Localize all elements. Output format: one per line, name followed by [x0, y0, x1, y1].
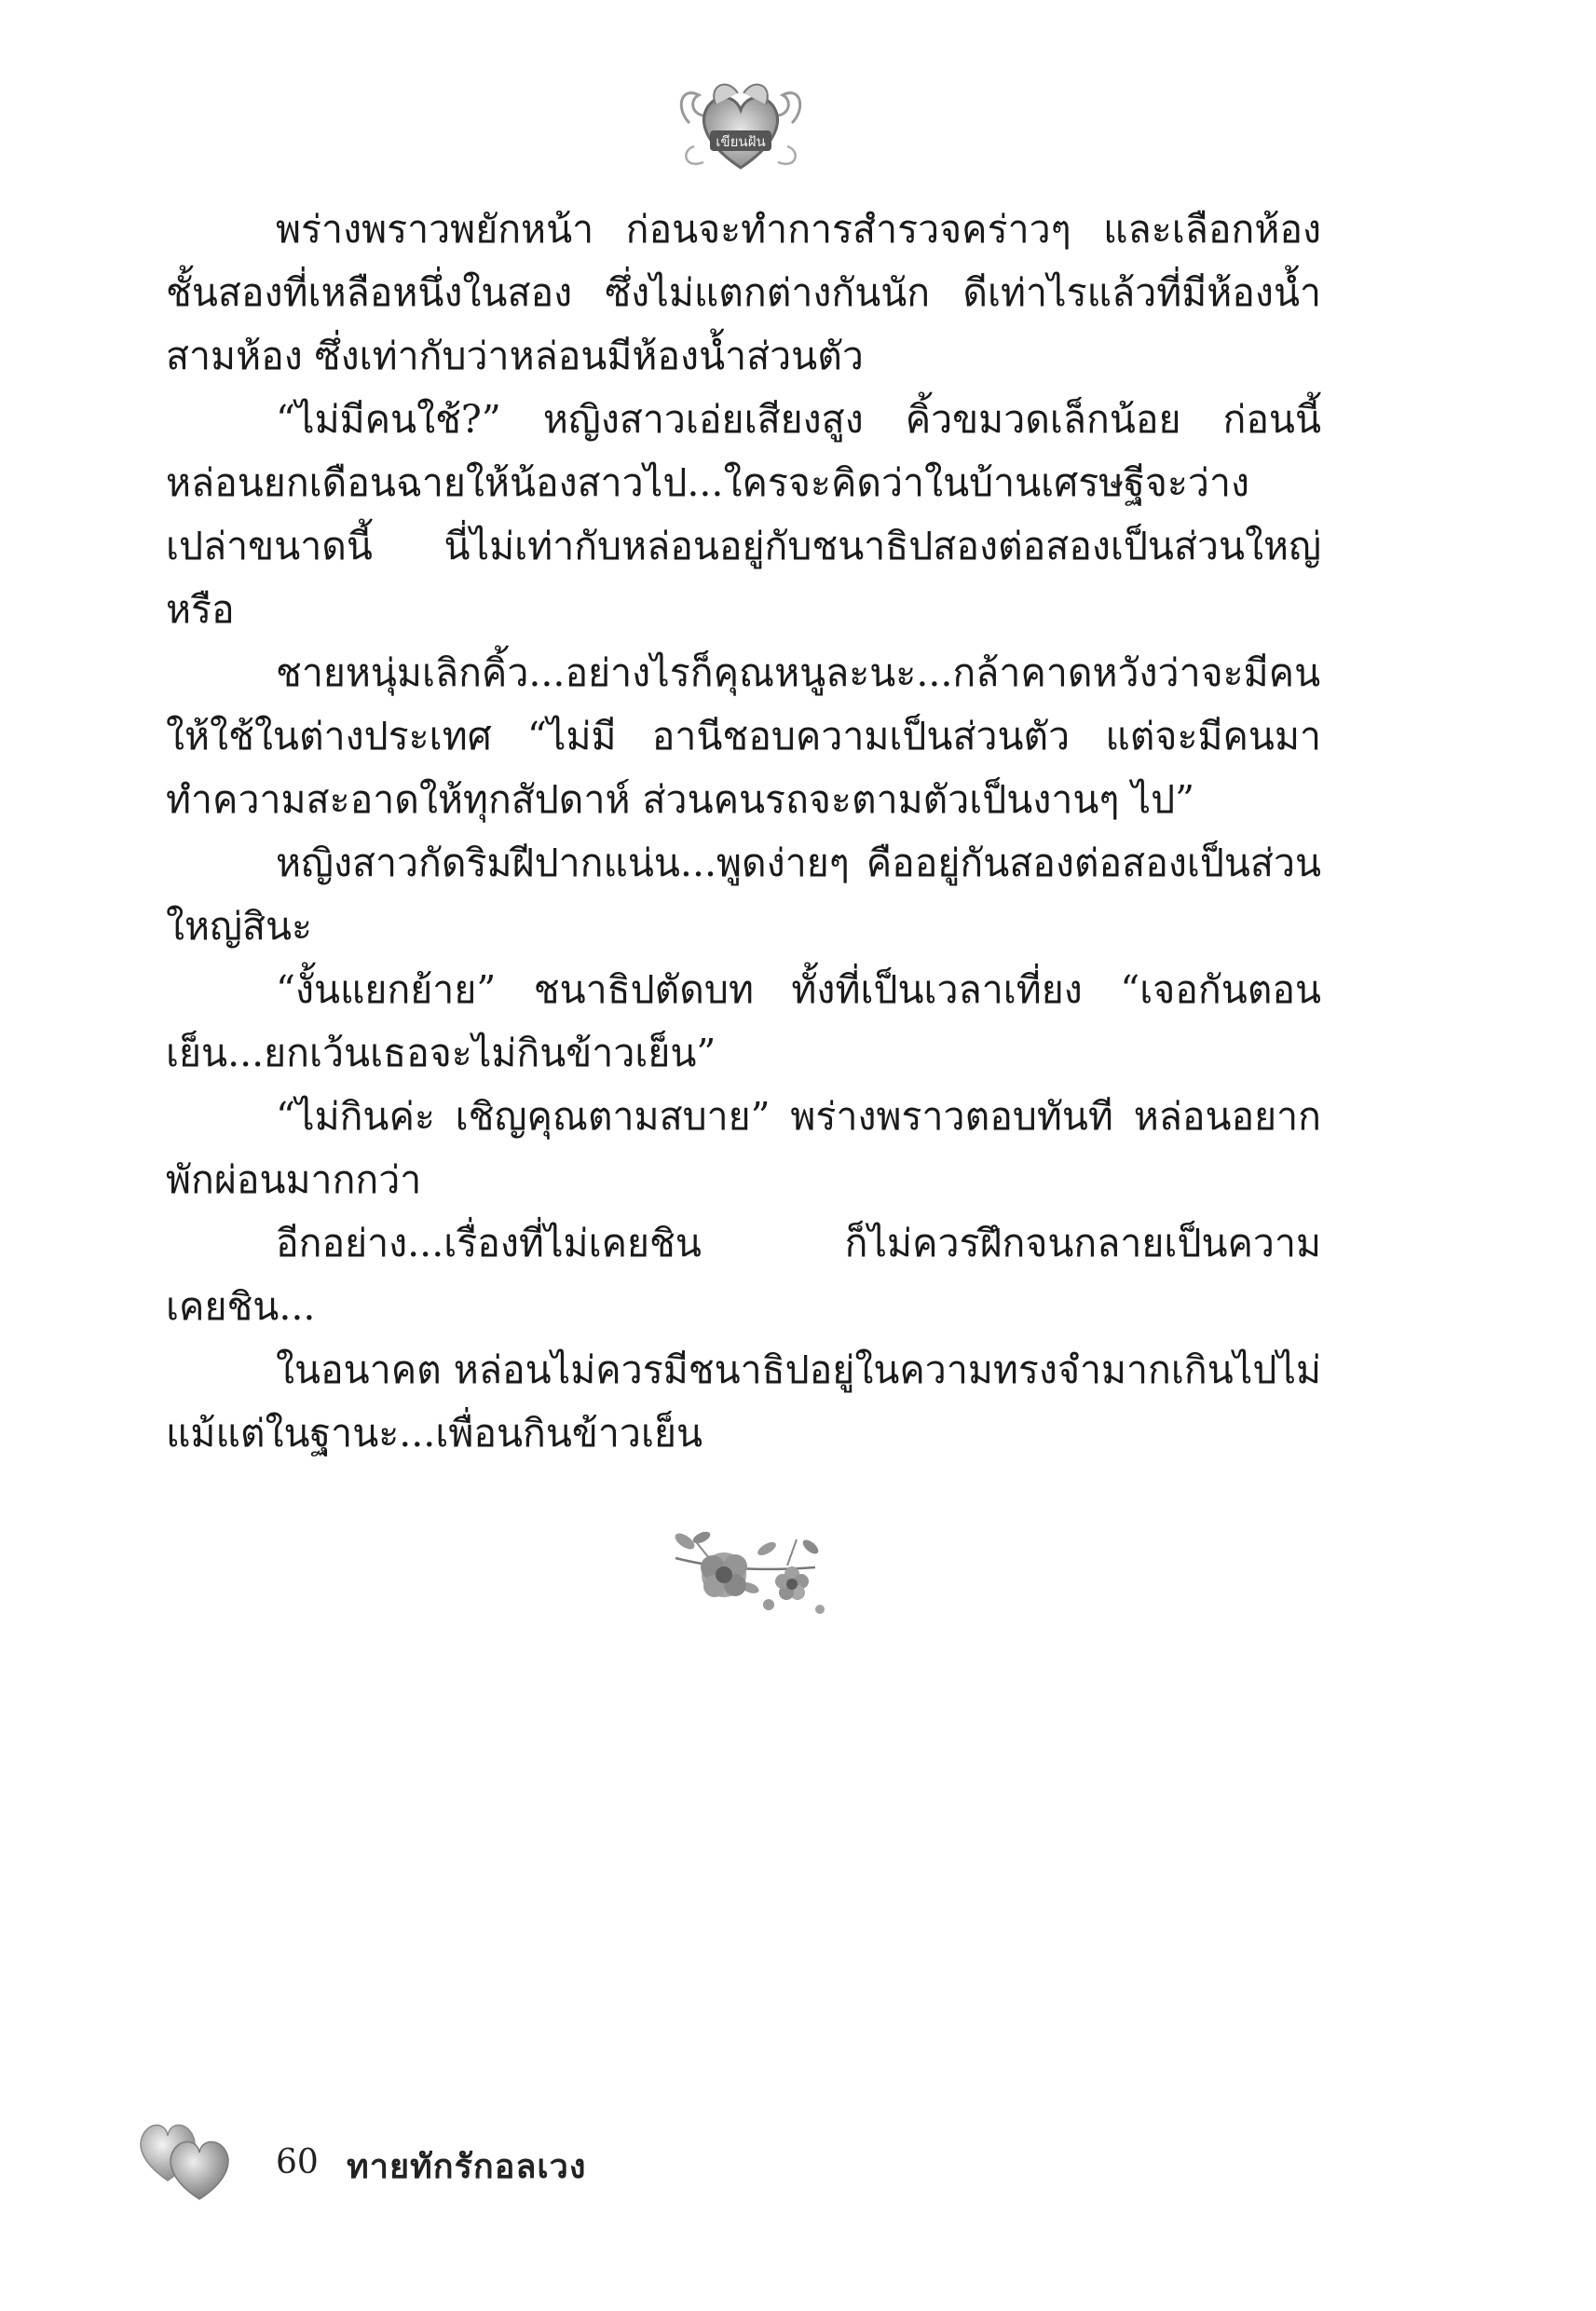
paragraph: ชายหนุ่มเลิกคิ้ว...อย่างไรก็คุณหนูละนะ...กล้าคาดหวังว่าจะมีคนให้ใช้ในต่างประเทศ “ไม่มี อานีชอบความเป็นส่วนตัว แต่จะมีคนมาทำความสะอาดให้ทุกสัปดาห์ ส่วนคนรถจะตามตัวเป็นงานๆ ไป”	[166, 650, 1321, 822]
paragraph: พร่างพราวพยักหน้า ก่อนจะทำการสำรวจคร่าวๆ และเลือกห้องชั้นสองที่เหลือหนึ่งในสอง ซึ่งไม่แตกต่างกันนัก ดีเท่าไรแล้วที่มีห้องน้ำสามห้อง ซึ่งเท่ากับว่าหล่อนมีห้องน้ำส่วนตัว	[166, 207, 1321, 378]
paragraph: “ไม่มีคนใช้?” หญิงสาวเอ่ยเสียงสูง คิ้วขมวดเล็กน้อย ก่อนนี้หล่อนยกเดือนฉายให้น้องสาวไป...ใครจะคิดว่าในบ้านเศรษฐีจะว่างเปล่าขนาดนี้ นี่ไม่เท่ากับหล่อนอยู่กับชนาธิปสองต่อสองเป็นส่วนใหญ่หรือ	[166, 397, 1321, 632]
paragraph: “งั้นแยกย้าย” ชนาธิปตัดบท ทั้งที่เป็นเวลาเที่ยง “เจอกันตอนเย็น...ยกเว้นเธอจะไม่กินข้าวเย็น”	[166, 967, 1321, 1075]
paragraph: “ไม่กินค่ะ เชิญคุณตามสบาย” พร่างพราวตอบทันที หล่อนอยากพักผ่อนมากกว่า	[166, 1094, 1321, 1202]
footer	[130, 2108, 876, 2210]
body-text	[166, 198, 1321, 1465]
emblem-text: เขียนฝัน	[716, 133, 766, 150]
page-number: 60	[276, 2143, 319, 2181]
floral-ornament-icon	[657, 1521, 834, 1623]
paragraph: หญิงสาวกัดริมฝีปากแน่น...พูดง่ายๆ คืออยู่กันสองต่อสองเป็นส่วนใหญ่สินะ	[166, 841, 1321, 949]
book-title: ทายทักรักอลเวง	[347, 2148, 587, 2186]
paragraph: ในอนาคต หล่อนไม่ควรมีชนาธิปอยู่ในความทรงจำมากเกินไปไม่แม้แต่ในฐานะ...เพื่อนกินข้าวเย็น	[166, 1347, 1322, 1456]
hearts-icon	[130, 2108, 242, 2210]
paragraph: อีกอย่าง...เรื่องที่ไม่เคยชิน ก็ไม่ควรฝึกจนกลายเป็นความเคยชิน...	[166, 1221, 1321, 1329]
header-emblem-icon	[671, 58, 811, 179]
